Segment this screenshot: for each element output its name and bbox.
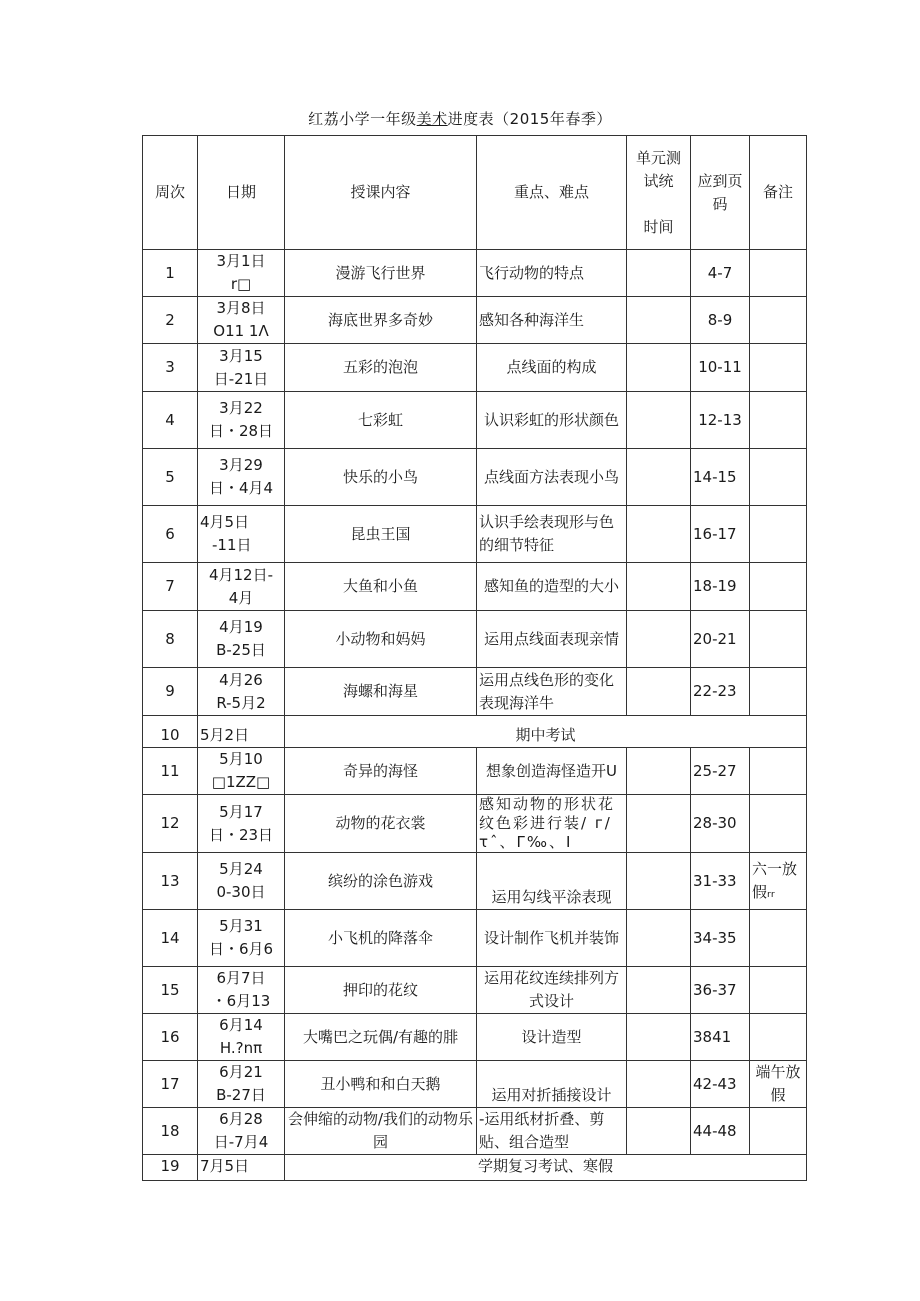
week-cell: 13 [143,853,198,910]
content-cell: 五彩的泡泡 [285,344,477,392]
week-cell: 6 [143,506,198,563]
remark-cell [750,967,807,1014]
exam-cell: 期中考试 [285,716,807,748]
unit-test-cell [627,1108,691,1155]
pages-cell: 20-21 [691,611,750,668]
unit-test-cell [627,392,691,449]
date-cell [198,910,285,967]
date-line-2: O11 1Λ [213,322,269,340]
key-cell: 认识彩虹的形状颜色 [477,392,627,449]
table-row [143,611,807,668]
date-cell [198,449,285,506]
date-line-2: 日・6月6 [208,940,274,958]
date-line-1: 3月1日 [216,252,266,270]
week-cell: 3 [143,344,198,392]
content-cell: 动物的花衣裳 [285,795,477,853]
pages-cell: 28-30 [691,795,750,853]
remark-cell [750,1108,807,1155]
header-unit-test-time: 时间 [643,217,674,236]
week-cell: 10 [143,716,198,748]
key-cell: 认识手绘表现形与色的细节特征 [477,506,627,563]
week-cell: 5 [143,449,198,506]
pages-cell: 42-43 [691,1061,750,1108]
unit-test-cell [627,250,691,297]
key-cell: 感知动物的形状花纹色彩进行装/ г/ τˆ、Γ‰、I [477,795,627,853]
content-cell: 海底世界多奇妙 [285,297,477,344]
key-cell: 运用对折插接设计 [477,1061,627,1108]
date-line-1: 6月21 [219,1063,263,1081]
date-cell [198,250,285,297]
table-row [143,1108,807,1155]
key-cell: 点线面方法表现小鸟 [477,449,627,506]
date-line-2: B-27日 [216,1086,266,1104]
table-row [143,716,807,748]
date-line-2: □1ZZ□ [211,773,271,791]
pages-cell: 34-35 [691,910,750,967]
table-row [143,392,807,449]
date-line-2: 日・28日 [208,422,274,440]
date-line-1: 4月12日- [208,565,274,584]
week-cell: 17 [143,1061,198,1108]
pages-cell: 4-7 [691,250,750,297]
header-unit-test [627,136,691,250]
header-pages: 应到页码 [691,136,750,250]
key-cell: 运用勾线平涂表现 [477,853,627,910]
remark-cell [750,297,807,344]
content-cell: 押印的花纹 [285,967,477,1014]
pages-cell: 16-17 [691,506,750,563]
date-line-1: 5月31 [219,917,263,935]
pages-cell: 18-19 [691,563,750,611]
header-week: 周次 [143,136,198,250]
title-subject: 美术 [416,110,448,128]
week-cell: 15 [143,967,198,1014]
content-cell: 小动物和妈妈 [285,611,477,668]
pages-cell: 22-23 [691,668,750,716]
content-cell: 七彩虹 [285,392,477,449]
date-line-1: 6月14 [219,1016,263,1034]
date-cell [198,392,285,449]
date-line-1: 3月29 [219,456,263,474]
remark-cell [750,392,807,449]
key-cell: 运用花纹连续排列方式设计 [477,967,627,1014]
key-cell: 点线面的构成 [477,344,627,392]
date-cell: 5月2日 [198,716,285,748]
remark-cell [750,1014,807,1061]
table-row [143,1061,807,1108]
table-row [143,563,807,611]
remark-cell [750,563,807,611]
remark-cell [750,910,807,967]
date-line-2: 0-30日 [216,883,266,901]
exam-cell: 学期复习考试、寒假 [285,1155,807,1181]
date-line-2: 4月 [228,588,254,607]
unit-test-cell [627,910,691,967]
unit-test-cell [627,1014,691,1061]
table-row [143,1014,807,1061]
table-row [143,449,807,506]
date-cell [198,344,285,392]
date-line-2: 日・4月4 [208,479,274,497]
table-row [143,967,807,1014]
date-cell [198,668,285,716]
title-prefix: 红荔小学一年级 [308,110,417,128]
week-cell: 19 [143,1155,198,1181]
date-line-1: 4月19 [219,618,263,636]
date-cell [198,563,285,611]
pages-cell: 31-33 [691,853,750,910]
pages-cell: 44-48 [691,1108,750,1155]
header-date: 日期 [198,136,285,250]
date-line-1: 3月8日 [216,299,266,317]
week-cell: 1 [143,250,198,297]
content-cell: 会伸缩的动物/我们的动物乐园 [285,1108,477,1155]
header-row [143,136,807,250]
date-line-2: ・6月13 [211,992,271,1010]
remark-cell [750,506,807,563]
unit-test-cell [627,853,691,910]
table-row [143,853,807,910]
week-cell: 11 [143,748,198,795]
content-cell: 海螺和海星 [285,668,477,716]
week-cell: 18 [143,1108,198,1155]
date-cell [198,611,285,668]
remark-cell [750,668,807,716]
week-cell: 14 [143,910,198,967]
pages-cell: 8-9 [691,297,750,344]
remark-cell [750,344,807,392]
date-cell [198,297,285,344]
week-cell: 8 [143,611,198,668]
table-row [143,344,807,392]
date-line-2: R-5月2 [216,693,266,712]
table-row [143,910,807,967]
week-cell: 2 [143,297,198,344]
date-line-1: 3月22 [219,399,263,417]
content-cell: 丑小鸭和和白天鹅 [285,1061,477,1108]
key-cell: 想象创造海怪造开U [477,748,627,795]
date-line-1: 5月24 [219,860,263,878]
date-line-2: r□ [230,275,252,293]
date-cell [198,795,285,853]
unit-test-cell [627,668,691,716]
unit-test-cell [627,506,691,563]
header-unit-test-label: 单元测试统 [635,148,681,190]
remark-cell [750,449,807,506]
date-line-1: 5月10 [219,750,263,768]
date-line-2: 日-21日 [213,369,269,388]
table-row [143,795,807,853]
pages-cell: 10-11 [691,344,750,392]
table-row [143,1155,807,1181]
date-line-1: 6月28 [219,1110,263,1128]
table-row [143,297,807,344]
date-cell [198,1061,285,1108]
header-remark: 备注 [750,136,807,250]
key-cell: 飞行动物的特点 [477,250,627,297]
date-line-1: 4月26 [219,670,263,689]
pages-cell: 12-13 [691,392,750,449]
remark-cell [750,250,807,297]
key-cell: 感知各种海洋生 [477,297,627,344]
date-cell [198,967,285,1014]
content-cell: 昆虫王国 [285,506,477,563]
date-cell [198,748,285,795]
pages-cell: 36-37 [691,967,750,1014]
key-cell: 运用点线面表现亲情 [477,611,627,668]
pages-cell: 14-15 [691,449,750,506]
date-line-1: 5月17 [219,802,263,821]
date-line-1: 4月5日 [200,513,250,531]
week-cell: 9 [143,668,198,716]
date-line-2: B-25日 [216,641,266,659]
content-cell: 奇异的海怪 [285,748,477,795]
remark-cell: 六一放假ᵣᵣ [750,853,807,910]
unit-test-cell [627,611,691,668]
table-row [143,506,807,563]
remark-cell [750,611,807,668]
remark-cell [750,795,807,853]
key-cell: 设计制作飞机并装饰 [477,910,627,967]
schedule-table [142,135,807,1181]
unit-test-cell [627,748,691,795]
date-line-2: 日-7月4 [213,1133,269,1151]
key-cell: 感知鱼的造型的大小 [477,563,627,611]
date-line-2: 日・23日 [208,825,274,844]
header-key: 重点、难点 [477,136,627,250]
key-cell: 设计造型 [477,1014,627,1061]
header-content: 授课内容 [285,136,477,250]
pages-cell: 25-27 [691,748,750,795]
remark-cell [750,748,807,795]
date-cell [198,1108,285,1155]
unit-test-cell [627,297,691,344]
unit-test-cell [627,344,691,392]
date-line-2: -11日 [212,536,252,554]
content-cell: 缤纷的涂色游戏 [285,853,477,910]
date-line-1: 6月7日 [216,969,266,987]
week-cell: 16 [143,1014,198,1061]
remark-cell: 端午放假 [750,1061,807,1108]
key-cell: -运用纸材折叠、剪贴、组合造型 [477,1108,627,1155]
date-cell [198,853,285,910]
unit-test-cell [627,967,691,1014]
unit-test-cell [627,795,691,853]
content-cell: 大鱼和小鱼 [285,563,477,611]
table-row [143,250,807,297]
date-cell: 7月5日 [198,1155,285,1181]
content-cell: 快乐的小鸟 [285,449,477,506]
week-cell: 12 [143,795,198,853]
date-cell [198,1014,285,1061]
table-row [143,748,807,795]
date-line-2: H.?nπ [219,1039,263,1057]
content-cell: 大嘴巴之玩偶/有趣的腓 [285,1014,477,1061]
date-line-1: 3月15 [219,346,263,365]
key-cell: 运用点线色形的变化表现海洋牛 [477,668,627,716]
date-cell [198,506,285,563]
unit-test-cell [627,1061,691,1108]
unit-test-cell [627,563,691,611]
week-cell: 7 [143,563,198,611]
unit-test-cell [627,449,691,506]
title-suffix: 进度表（2015年春季） [447,110,612,128]
table-row [143,668,807,716]
week-cell: 4 [143,392,198,449]
content-cell: 小飞机的降落伞 [285,910,477,967]
pages-cell: 3841 [691,1014,750,1061]
content-cell: 漫游飞行世界 [285,250,477,297]
page-title [0,108,920,129]
